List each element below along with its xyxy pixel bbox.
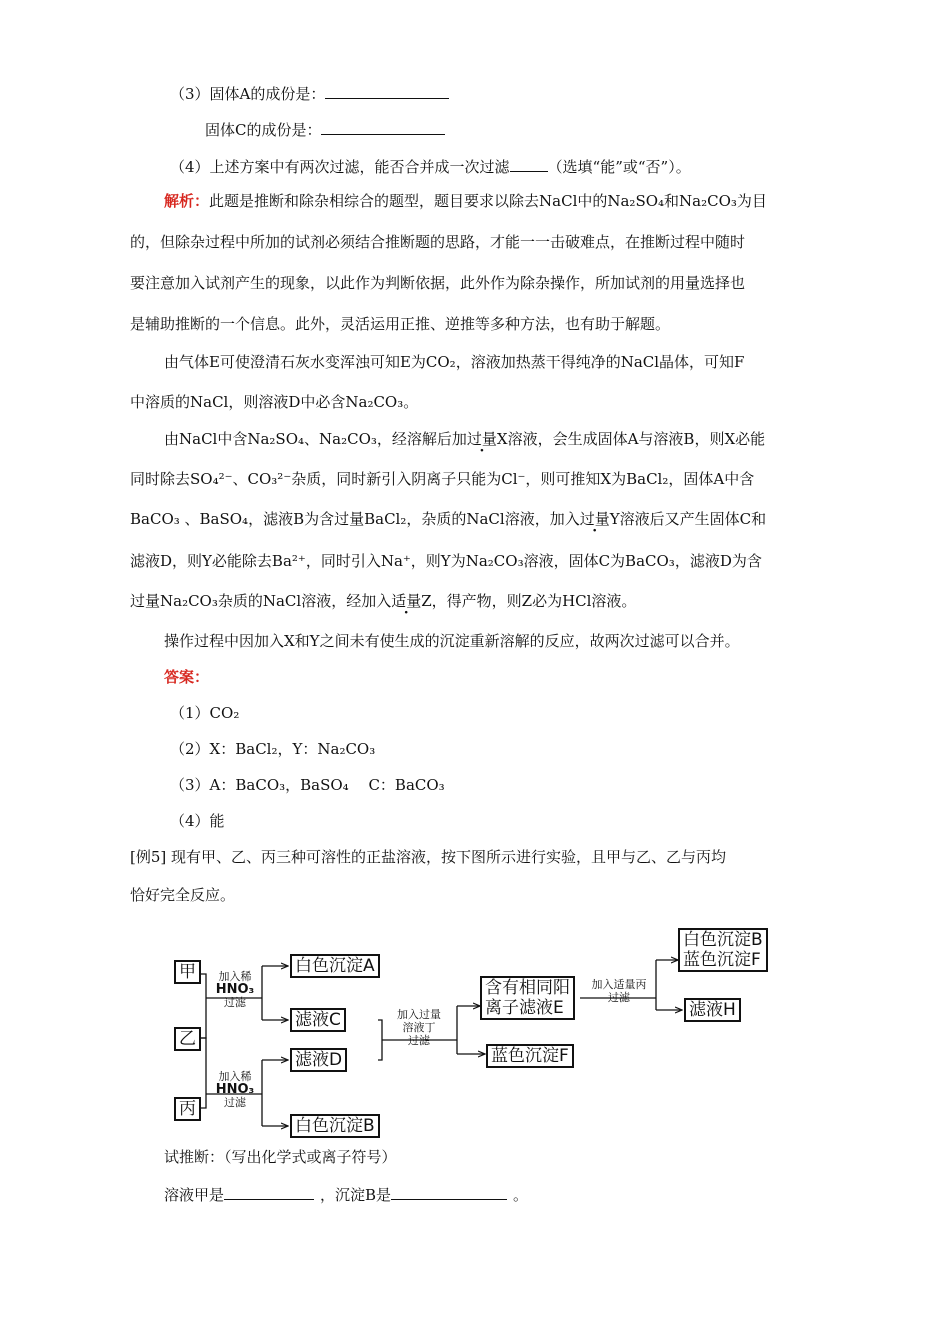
solution-jia-box: 甲 xyxy=(174,960,201,984)
answer-1: （1）CO₂ xyxy=(170,704,240,722)
solution-bing-box: 丙 xyxy=(174,1097,201,1121)
white-precipitate-a-box: 白色沉淀A xyxy=(290,954,380,978)
filtrate-d-box: 滤液D xyxy=(290,1048,347,1072)
analysis-p3-line5: 过量Na₂CO₃杂质的NaCl溶液，经加入适量Z，得产物，则Z必为HCl溶液。 xyxy=(130,592,637,610)
emphasis-appropriate: 适量 xyxy=(391,592,422,610)
step-add-excess-ding: 加入过量 溶液丁 过滤 xyxy=(397,1008,441,1047)
step-add-bing: 加入适量丙 过滤 xyxy=(591,978,647,1004)
analysis-p3-line2: 同时除去SO₄²⁻、CO₃²⁻杂质，同时新引入阴离子只能为Cl⁻，则可推知X为BaCl₂，固体A中含 xyxy=(130,470,755,488)
answer-blank-solid-a[interactable] xyxy=(325,82,449,99)
answer-blank-merge[interactable] xyxy=(510,155,548,172)
analysis-p4: 操作过程中因加入X和Y之间未有使生成的沉淀重新溶解的反应，故两次过滤可以合并。 xyxy=(164,632,740,650)
analysis-title: 解析： xyxy=(164,192,210,210)
filtrate-c-box: 滤液C xyxy=(290,1008,346,1032)
analysis-p3-line1: 由NaCl中含Na₂SO₄、Na₂CO₃，经溶解后加过量X溶液，会生成固体A与溶液B，则X必能 xyxy=(164,430,766,448)
answer-blank-jia[interactable] xyxy=(224,1183,314,1200)
emphasis-excess: 过量 xyxy=(466,430,497,448)
answer-title: 答案： xyxy=(164,668,210,686)
filtrate-e-box: 含有相同阳 离子滤液E xyxy=(480,976,575,1020)
solution-yi-box: 乙 xyxy=(174,1027,201,1051)
step-add-hno3-1: 加入稀 HNO₃ 过滤 xyxy=(215,970,255,1009)
emphasis-excess-2: 过量 xyxy=(579,510,610,528)
white-precipitate-b-box: 白色沉淀B xyxy=(290,1114,380,1138)
analysis-p2-line2: 中溶质的NaCl，则溶液D中必含Na₂CO₃。 xyxy=(130,393,419,411)
step-add-hno3-2: 加入稀 HNO₃ 过滤 xyxy=(215,1070,255,1109)
q3-solid-c-label: 固体C的成份是： xyxy=(205,121,322,139)
q4-hint: （选填“能”或“否”）。 xyxy=(547,158,691,176)
answer-2: （2）X：BaCl₂，Y：Na₂CO₃ xyxy=(170,740,376,758)
q3-solid-a-line xyxy=(170,82,449,105)
analysis-p1-line4: 是辅助推断的一个信息。此外，灵活运用正推、逆推等多种方法，也有助于解题。 xyxy=(130,315,671,333)
answer-4: （4）能 xyxy=(170,812,225,830)
q3-solid-a-label: （3）固体A的成份是： xyxy=(170,85,326,103)
example5-line1: [例5] 现有甲、乙、丙三种可溶性的正盐溶液，按下图所示进行实验，且甲与乙、乙与丙均 xyxy=(130,848,727,866)
q4-text: （4）上述方案中有两次过滤，能否合并成一次过滤 xyxy=(170,158,510,176)
example5-line2: 恰好完全反应。 xyxy=(130,886,236,904)
q3-solid-c-line xyxy=(205,118,445,141)
analysis-p3-line3: BaCO₃ 、BaSO₄，滤液B为含过量BaCl₂，杂质的NaCl溶液，加入过量Y溶液后又产生固体C和 xyxy=(130,510,767,528)
filtrate-h-box: 滤液H xyxy=(684,998,741,1022)
analysis-p1-line1: 解析：此题是推断和除杂相综合的题型，题目要求以除去NaCl中的Na₂SO₄和Na₂CO₃为目 xyxy=(164,192,767,210)
analysis-p1-line3: 要注意加入试剂产生的现象，以此作为判断依据，此外作为除杂操作，所加试剂的用量选择也 xyxy=(130,274,746,292)
infer-instruction: 试推断：（写出化学式或离子符号） xyxy=(164,1148,397,1166)
answer-blank-solid-c[interactable] xyxy=(321,118,445,135)
answer-3: （3）A：BaCO₃，BaSO₄ C：BaCO₃ xyxy=(170,776,445,794)
blue-precipitate-f-box: 蓝色沉淀F xyxy=(486,1044,574,1068)
reaction-flow-diagram xyxy=(160,920,800,1140)
analysis-p1-line2: 的，但除杂过程中所加的试剂必须结合推断题的思路，才能一一击破难点，在推断过程中随时 xyxy=(130,233,746,251)
q4-line xyxy=(170,155,691,178)
analysis-p2-line1: 由气体E可使澄清石灰水变浑浊可知E为CO₂，溶液加热蒸干得纯净的NaCl晶体，可知F xyxy=(164,353,745,371)
answer-blank-ppt-b[interactable] xyxy=(391,1183,507,1200)
infer-answer-line: 溶液甲是 ，沉淀B是 。 xyxy=(164,1183,528,1206)
precipitates-b-f-box: 白色沉淀B 蓝色沉淀F xyxy=(678,928,768,972)
analysis-p3-line4: 滤液D，则Y必能除去Ba²⁺，同时引入Na⁺，则Y为Na₂CO₃溶液，固体C为BaCO₃，滤液D为含 xyxy=(130,552,762,570)
